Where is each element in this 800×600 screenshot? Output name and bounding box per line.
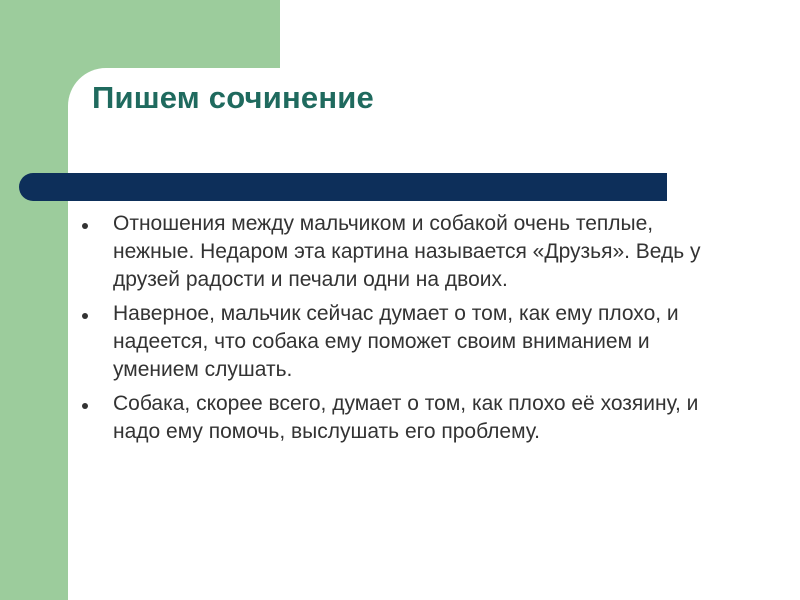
bullet-dot-icon	[82, 223, 88, 229]
bullet-dot-icon	[82, 403, 88, 409]
title-divider-bar	[19, 173, 667, 201]
bullet-item	[80, 300, 730, 384]
bullet-text: Наверное, мальчик сейчас думает о том, как ему плохо, и надеется, что собака ему поможет своим вниманием и умением слушать.	[113, 302, 679, 381]
bullet-item	[80, 210, 730, 294]
bullet-text: Собака, скорее всего, думает о том, как плохо её хозяину, и надо ему помочь, выслушать его проблему.	[113, 392, 699, 443]
slide-title: Пишем сочинение	[92, 80, 374, 115]
bullet-dot-icon	[82, 313, 88, 319]
bullet-text: Отношения между мальчиком и собакой очень теплые, нежные. Недаром эта картина называется «Друзья». Ведь у друзей радости и печали одни на двоих.	[113, 212, 701, 291]
bullet-item	[80, 390, 730, 446]
bullet-list	[80, 210, 730, 452]
